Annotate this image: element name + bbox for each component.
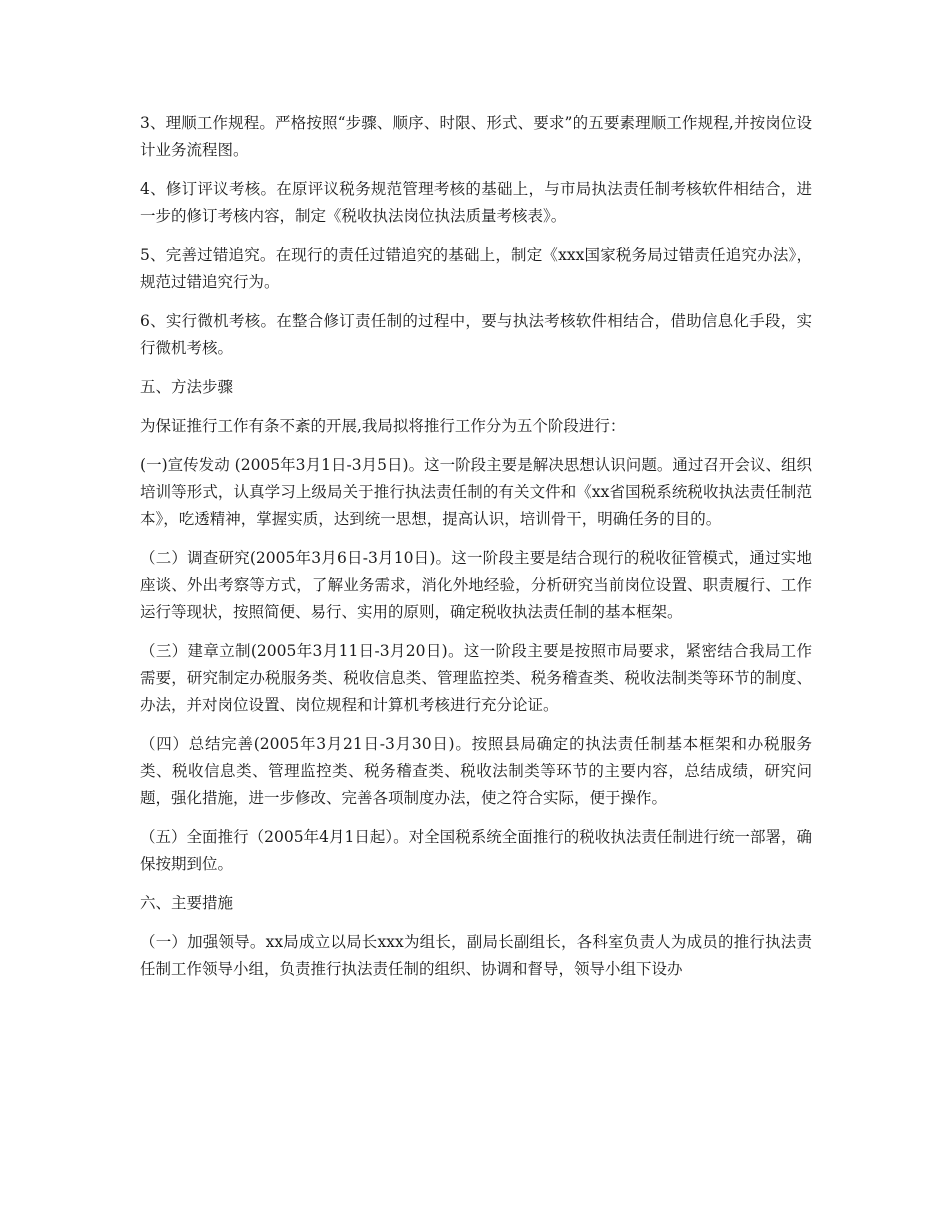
- section-heading-main-measures: 六、主要措施: [140, 894, 234, 912]
- stages-intro: 为保证推行工作有条不紊的开展,我局拟将推行工作分为五个阶段进行：: [140, 417, 626, 435]
- section-heading-methods-steps: 五、方法步骤: [140, 378, 234, 396]
- stage-2-research: （二）调查研究(2005年3月6日-3月10日)。这一阶段主要是结合现行的税收征管模式，通过实地座谈、外出考察等方式，了解业务需求，消化外地经验，分析研究当前岗位设置、职责履行、工作运行等现状，按照简便、易行、实用的原则，确定税收执法责任制的基本框架。: [140, 549, 812, 621]
- item-5-fault-accountability: 5、完善过错追究。在现行的责任过错追究的基础上，制定《xxx国家税务局过错责任追究办法》，规范过错追究行为。: [140, 246, 812, 291]
- stage-1-publicity: (一)宣传发动 (2005年3月1日-3月5日)。这一阶段主要是解决思想认识问题。通过召开会议、组织培训等形式，认真学习上级局关于推行执法责任制的有关文件和《xx省国税系统税收执法责任制范本》，吃透精神，掌握实质，达到统一思想，提高认识，培训骨干，明确任务的目的。: [140, 456, 812, 528]
- stage-5-rollout: （五）全面推行（2005年4月1日起）。对全国税系统全面推行的税收执法责任制进行统一部署，确保按期到位。: [140, 828, 812, 873]
- document-body: [140, 110, 812, 995]
- measure-1-leadership: （一）加强领导。xx局成立以局长xxx为组长，副局长副组长，各科室负责人为成员的推行执法责任制工作领导小组，负责推行执法责任制的组织、协调和督导，领导小组下设办: [140, 933, 812, 978]
- item-3-work-procedures: 3、理顺工作规程。严格按照“步骤、顺序、时限、形式、要求”的五要素理顺工作规程,并按岗位设计业务流程图。: [140, 114, 812, 159]
- item-4-revise-assessment: 4、修订评议考核。在原评议税务规范管理考核的基础上，与市局执法责任制考核软件相结合，进一步的修订考核内容，制定《税收执法岗位执法质量考核表》。: [140, 180, 812, 225]
- item-6-computer-assessment: 6、实行微机考核。在整合修订责任制的过程中，要与执法考核软件相结合，借助信息化手段，实行微机考核。: [140, 312, 812, 357]
- stage-4-summary: （四）总结完善(2005年3月21日-3月30日)。按照县局确定的执法责任制基本框架和办税服务类、税收信息类、管理监控类、税务稽查类、税收法制类等环节的主要内容，总结成绩，研究问题，强化措施，进一步修改、完善各项制度办法，使之符合实际，便于操作。: [140, 735, 812, 807]
- stage-3-rules: （三）建章立制(2005年3月11日-3月20日)。这一阶段主要是按照市局要求，紧密结合我局工作需要，研究制定办税服务类、税收信息类、管理监控类、税务稽查类、税收法制类等环节的制度、办法，并对岗位设置、岗位规程和计算机考核进行充分论证。: [140, 642, 812, 714]
